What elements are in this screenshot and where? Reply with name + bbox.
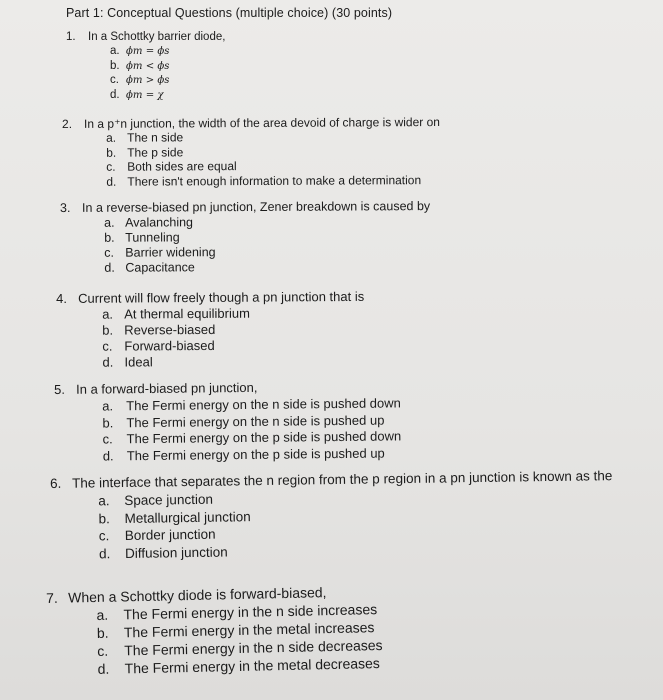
option-letter: d. bbox=[110, 88, 120, 101]
option-letter: b. bbox=[110, 59, 120, 72]
option-text: Ideal bbox=[124, 354, 153, 370]
option-letter: a. bbox=[106, 130, 117, 145]
option-letter: c. bbox=[97, 642, 109, 659]
option-text: The Fermi energy in the metal increases bbox=[123, 619, 375, 641]
question-5 bbox=[54, 376, 644, 469]
question-number: 1. bbox=[66, 31, 76, 43]
option-letter: b. bbox=[104, 230, 115, 245]
option-letter: c. bbox=[104, 245, 115, 260]
option-letter: c. bbox=[102, 431, 113, 447]
option-letter: d. bbox=[102, 447, 114, 463]
option-letter: a. bbox=[110, 45, 120, 57]
question-1 bbox=[66, 31, 643, 107]
option-text: The Fermi energy in the n side increases bbox=[123, 601, 378, 623]
question-number: 3. bbox=[60, 200, 71, 215]
option-text: Barrier widening bbox=[125, 245, 216, 260]
question-stem: In a forward-biased pn junction, bbox=[75, 379, 258, 397]
question-stem: In a p⁺n junction, the width of the area devoid of charge is wider on bbox=[83, 115, 440, 131]
option-letter: a. bbox=[98, 493, 110, 509]
option-text: At thermal equilibrium bbox=[124, 305, 250, 322]
option-letter: a. bbox=[102, 398, 114, 414]
question-number: 7. bbox=[46, 589, 59, 606]
option-letter: b. bbox=[106, 145, 117, 160]
option-letter: c. bbox=[98, 528, 110, 544]
question-stem: In a Schottky barrier diode, bbox=[88, 31, 226, 43]
question-4 bbox=[56, 287, 644, 375]
question-number: 4. bbox=[56, 290, 67, 306]
question-stem: In a reverse-biased pn junction, Zener breakdown is caused by bbox=[81, 199, 431, 215]
option-letter: d. bbox=[98, 545, 111, 561]
option-text: Both sides are equal bbox=[127, 159, 237, 174]
question-6 bbox=[50, 468, 644, 568]
answer-options bbox=[96, 601, 383, 679]
option-text: ϕm = χ bbox=[126, 89, 164, 101]
option-letter: c. bbox=[106, 159, 116, 174]
option-letter: d. bbox=[104, 260, 115, 275]
option-letter: c. bbox=[110, 74, 119, 86]
option-text: ϕm > ϕs bbox=[126, 75, 170, 86]
option-text: Avalanching bbox=[125, 215, 194, 230]
question-stem: The interface that separates the n region from the p region in a pn junction is known as the bbox=[71, 468, 613, 491]
option-letter: b. bbox=[98, 510, 110, 526]
option-text: Tunneling bbox=[125, 230, 180, 245]
option-text: The Fermi energy in the metal decreases bbox=[124, 655, 381, 677]
option-letter: b. bbox=[96, 624, 109, 641]
option-letter: b. bbox=[102, 414, 114, 430]
option-letter: d. bbox=[106, 174, 117, 189]
question-3 bbox=[60, 198, 643, 280]
question-number: 6. bbox=[50, 475, 62, 491]
option-text: ϕm = ϕs bbox=[126, 46, 170, 57]
question-7 bbox=[46, 577, 645, 683]
option-text: The Fermi energy on the n side is pushed down bbox=[126, 395, 401, 414]
page-title: Part 1: Conceptual Questions (multiple choice) (30 points) bbox=[66, 6, 393, 20]
option-text: There isn't enough information to make a determination bbox=[127, 172, 422, 189]
option-text: Diffusion junction bbox=[124, 544, 228, 561]
option-text: Border junction bbox=[124, 526, 216, 543]
option-text: The Fermi energy on the n side is pushed up bbox=[126, 412, 385, 430]
option-text: The Fermi energy on the p side is pushed down bbox=[126, 428, 402, 447]
answer-options bbox=[98, 491, 251, 563]
option-letter: b. bbox=[102, 322, 114, 338]
option-text: The Fermi energy on the p side is pushed up bbox=[126, 445, 385, 463]
question-stem: When a Schottky diode is forward-biased, bbox=[67, 584, 327, 606]
option-text: The p side bbox=[127, 144, 184, 160]
option-text: Reverse-biased bbox=[124, 321, 216, 338]
option-letter: a. bbox=[96, 606, 109, 623]
option-text: The n side bbox=[127, 130, 184, 145]
option-letter: d. bbox=[97, 660, 110, 677]
option-letter: a. bbox=[104, 215, 115, 230]
question-stem: Current will flow freely though a pn junction that is bbox=[77, 288, 365, 306]
option-text: Metallurgical junction bbox=[124, 508, 251, 526]
answer-options bbox=[102, 395, 402, 464]
option-letter: a. bbox=[102, 306, 114, 322]
option-text: The Fermi energy in the n side decreases bbox=[124, 636, 383, 659]
option-text: Space junction bbox=[124, 491, 214, 508]
question-number: 2. bbox=[62, 116, 73, 131]
question-2 bbox=[62, 114, 643, 193]
option-text: ϕm < ϕs bbox=[126, 60, 170, 72]
option-letter: d. bbox=[102, 354, 114, 370]
option-letter: c. bbox=[102, 338, 113, 354]
option-text: Capacitance bbox=[125, 260, 195, 275]
question-number: 5. bbox=[54, 381, 66, 397]
option-text: Forward-biased bbox=[124, 337, 215, 354]
